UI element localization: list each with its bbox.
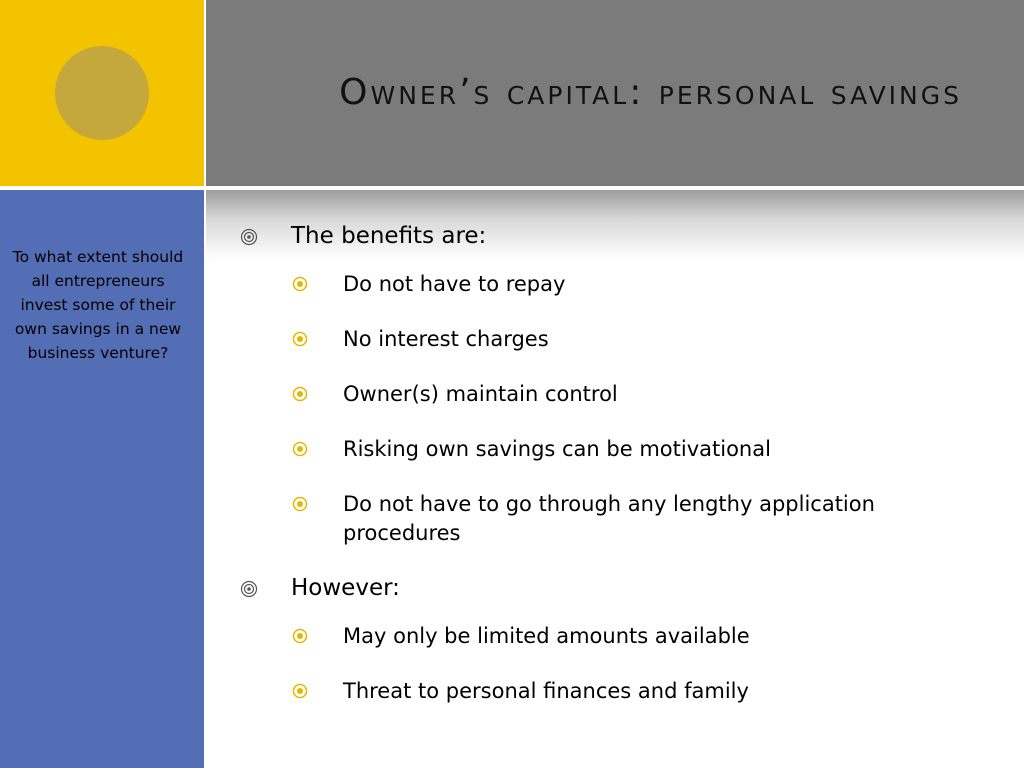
benefit-item <box>240 270 940 299</box>
target-bullet-icon <box>240 228 258 246</box>
vertical-divider <box>204 0 206 768</box>
slide-title: Owner’s capital: personal savings <box>339 72 962 113</box>
benefit-text: Risking own savings can be motivational <box>343 437 771 461</box>
benefit-text: Owner(s) maintain control <box>343 382 618 406</box>
drawback-text: Threat to personal finances and family <box>343 679 749 703</box>
circle-dot-bullet-icon <box>292 496 308 512</box>
drawback-item <box>240 622 940 651</box>
decorative-circle <box>55 46 149 140</box>
benefit-item <box>240 325 940 354</box>
benefit-text: No interest charges <box>343 327 549 351</box>
however-heading: However: <box>291 575 400 601</box>
circle-dot-bullet-icon <box>292 628 308 644</box>
circle-dot-bullet-icon <box>292 441 308 457</box>
benefit-item <box>240 380 940 409</box>
target-bullet-icon <box>240 580 258 598</box>
drawback-text: May only be limited amounts available <box>343 624 750 648</box>
benefits-heading: The benefits are: <box>291 223 487 249</box>
benefits-heading-item <box>240 222 940 250</box>
drawback-item <box>240 677 940 706</box>
circle-dot-bullet-icon <box>292 386 308 402</box>
benefit-item <box>240 490 940 548</box>
slide-content <box>240 222 940 732</box>
benefit-text: Do not have to go through any lengthy application procedures <box>343 492 875 545</box>
circle-dot-bullet-icon <box>292 331 308 347</box>
circle-dot-bullet-icon <box>292 683 308 699</box>
however-heading-item <box>240 574 940 602</box>
benefit-text: Do not have to repay <box>343 272 566 296</box>
benefit-item <box>240 435 940 464</box>
sidebar-question: To what extent should all entrepreneurs invest some of their own savings in a new business venture? <box>12 248 184 362</box>
circle-dot-bullet-icon <box>292 276 308 292</box>
